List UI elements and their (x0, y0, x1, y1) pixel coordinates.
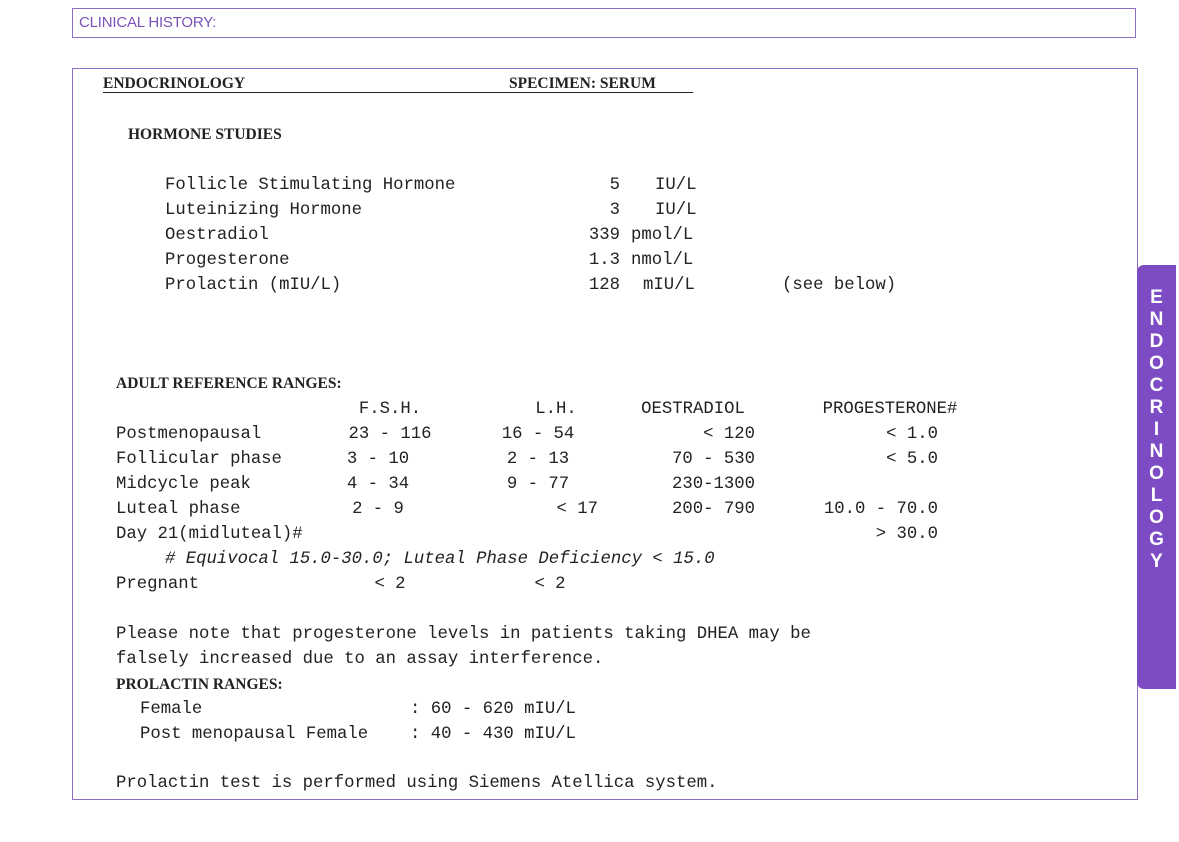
reference-ranges-title: ADULT REFERENCE RANGES: (116, 375, 342, 392)
range-lh: 2 - 13 (506, 450, 570, 469)
method-note: Prolactin test is performed using Siemens Atellica system. (116, 774, 718, 793)
result-unit: pmol/L (631, 226, 694, 245)
prolactin-post-label: Post menopausal Female (140, 725, 369, 744)
range-fsh: 23 - 116 (348, 425, 432, 444)
range-progesterone: < 5.0 (886, 450, 938, 469)
range-progesterone: < 1.0 (886, 425, 938, 444)
range-footnote: # Equivocal 15.0-30.0; Luteal Phase Deficiency < 15.0 (165, 550, 715, 569)
range-lh: 9 - 77 (506, 475, 570, 494)
range-phase: Midcycle peak (116, 475, 251, 494)
clinical-history-label: CLINICAL HISTORY: (79, 14, 217, 31)
prolactin-post-value: : 40 - 430 mIU/L (410, 725, 576, 744)
specimen-heading: SPECIMEN: SERUM (509, 75, 656, 92)
prolactin-female-value: : 60 - 620 mIU/L (410, 700, 576, 719)
range-fsh: 4 - 34 (346, 475, 410, 494)
hormone-studies-title: HORMONE STUDIES (128, 126, 282, 143)
range-progesterone: > 30.0 (875, 525, 938, 544)
result-name: Follicle Stimulating Hormone (165, 176, 456, 195)
range-phase: Postmenopausal (116, 425, 262, 444)
range-phase: Follicular phase (116, 450, 282, 469)
range-phase: Pregnant (116, 575, 199, 594)
result-unit: IU/L (655, 176, 697, 195)
clinical-history-box (72, 8, 1136, 38)
result-name: Oestradiol (165, 226, 269, 245)
result-note: (see below) (782, 276, 897, 295)
range-fsh: < 2 (374, 575, 406, 594)
result-unit: mIU/L (643, 276, 695, 295)
range-oestradiol: < 120 (703, 425, 755, 444)
range-oestradiol: 70 - 530 (672, 450, 755, 469)
range-lh: < 2 (534, 575, 566, 594)
prolactin-ranges-title: PROLACTIN RANGES: (116, 676, 283, 693)
range-lh: 16 - 54 (501, 425, 575, 444)
result-value: 3 (609, 201, 620, 220)
result-name: Luteinizing Hormone (165, 201, 363, 220)
range-oestradiol: 230-1300 (672, 475, 755, 494)
department-heading: ENDOCRINOLOGY (103, 75, 246, 92)
endocrinology-side-tab[interactable] (1137, 265, 1176, 689)
column-header-lh: L.H. (535, 400, 577, 419)
prolactin-female-label: Female (140, 700, 203, 719)
range-phase: Luteal phase (116, 500, 241, 519)
result-value: 339 (588, 226, 620, 245)
result-unit: IU/L (655, 201, 697, 220)
note-line: falsely increased due to an assay interference. (116, 650, 604, 669)
column-header-oestradiol: OESTRADIOL (641, 400, 745, 419)
result-value: 5 (609, 176, 620, 195)
column-header-fsh: F.S.H. (358, 400, 422, 419)
result-name: Prolactin (mIU/L) (165, 276, 342, 295)
side-tab-label: E N D O C R I N O L O G Y (1149, 287, 1164, 572)
result-unit: nmol/L (631, 251, 694, 270)
range-lh: < 17 (556, 500, 598, 519)
result-value: 128 (588, 276, 620, 295)
header-underline (103, 92, 693, 93)
range-phase: Day 21(midluteal)# (116, 525, 303, 544)
range-progesterone: 10.0 - 70.0 (823, 500, 938, 519)
range-oestradiol: 200- 790 (672, 500, 755, 519)
range-fsh: 2 - 9 (352, 500, 404, 519)
result-name: Progesterone (165, 251, 290, 270)
result-value: 1.3 (588, 251, 620, 270)
note-line: Please note that progesterone levels in patients taking DHEA may be (116, 625, 811, 644)
column-header-progesterone: PROGESTERONE# (822, 400, 958, 419)
range-fsh: 3 - 10 (346, 450, 410, 469)
